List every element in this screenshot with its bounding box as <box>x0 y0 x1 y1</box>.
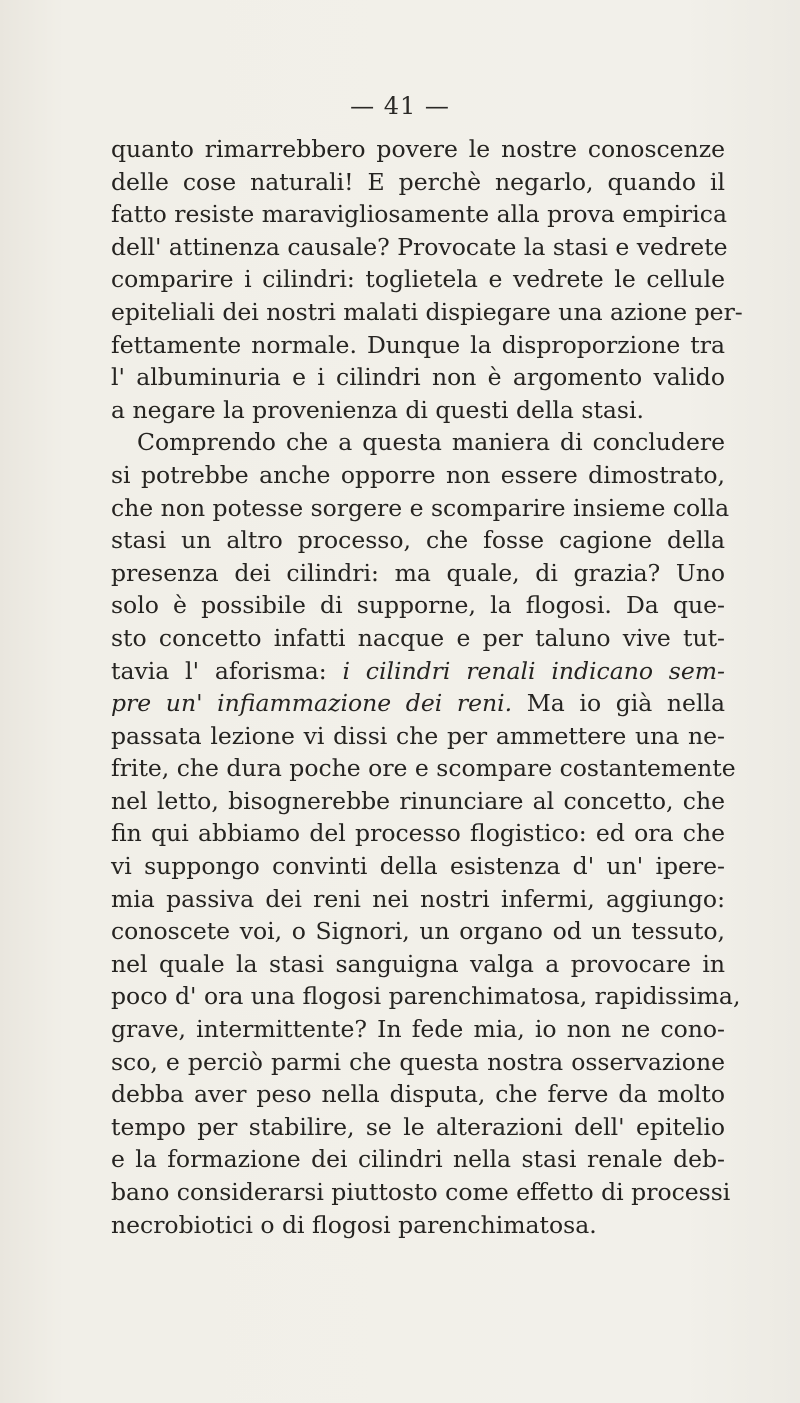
text-line: presenza dei cilindri: ma quale, di grazia? Uno <box>111 558 725 587</box>
text-line: sco, e perciò parmi che questa nostra osservazione <box>111 1047 725 1076</box>
text-line: comparire i cilindri: toglietela e vedrete le cellule <box>111 265 725 294</box>
text-line: conoscete voi, o Signori, un organo od un tessuto, <box>111 917 725 946</box>
text-line: grave, intermittente? In fede mia, io non ne cono- <box>111 1015 725 1044</box>
text-line: bano considerarsi piuttosto come effetto di processi <box>111 1178 731 1206</box>
text-line: dell' attinenza causale? Provocate la stasi e vedrete <box>111 232 728 261</box>
text-line: poco d' ora una flogosi parenchimatosa, rapidissima, <box>111 982 741 1011</box>
page-number: — 41 — <box>350 92 450 120</box>
text-line: vi suppongo convinti della esistenza d' un' ipere- <box>111 852 725 881</box>
aphorism-lead: tavia l' aforisma: <box>111 656 343 685</box>
text-line: solo è possibile di supporne, la flogosi. Da que- <box>111 591 725 620</box>
text-line: fettamente normale. Dunque la disproporzione tra <box>111 330 725 359</box>
text-line: sto concetto infatti nacque e per taluno vive tut- <box>111 623 725 652</box>
text-line: e la formazione dei cilindri nella stasi renale deb- <box>111 1145 725 1174</box>
text-line-aphorism <box>111 655 725 688</box>
text-line: tempo per stabilire, se le alterazioni dell' epitelio <box>111 1112 725 1141</box>
text-line: stasi un altro processo, che fosse cagione della <box>111 526 725 555</box>
paragraph-start-line: Comprendo che a questa maniera di concludere <box>137 428 725 457</box>
text-line: fin qui abbiamo del processo flogistico: ed ora che <box>111 819 725 848</box>
body-text <box>111 133 743 1241</box>
text-line: nel quale la stasi sanguigna valga a provocare in <box>111 949 725 978</box>
text-line: quanto rimarrebbero povere le nostre conoscenze <box>111 135 725 163</box>
text-line: debba aver peso nella disputa, che ferve da molto <box>111 1080 725 1109</box>
text-line: l' albuminuria e i cilindri non è argomento valido <box>111 363 725 392</box>
text-line: a negare la provenienza di questi della stasi. <box>111 395 644 424</box>
text-line: epiteliali dei nostri malati dispiegare una azione per- <box>111 297 743 326</box>
text-line-aphorism-end <box>111 687 725 720</box>
text-line: frite, che dura poche ore e scompare costantemente <box>111 754 736 783</box>
aphorism-text: i cilindri renali indicano sem- <box>342 656 725 685</box>
text-line: delle cose naturali! E perchè negarlo, quando il <box>111 167 725 196</box>
text-line: nel letto, bisognerebbe rinunciare al concetto, che <box>111 786 725 815</box>
text-line: necrobiotici o di flogosi parenchimatosa. <box>111 1210 597 1239</box>
aphorism-text-end: pre un' infiammazione dei reni. <box>111 689 513 718</box>
aphorism-follow: Ma io già nella <box>512 689 725 718</box>
text-line: passata lezione vi dissi che per ammettere una ne- <box>111 721 725 750</box>
text-line: si potrebbe anche opporre non essere dimostrato, <box>111 460 725 489</box>
text-line: fatto resiste maravigliosamente alla prova empirica <box>111 200 727 229</box>
text-line: che non potesse sorgere e scomparire insieme colla <box>111 493 730 522</box>
text-line: mia passiva dei reni nei nostri infermi, aggiungo: <box>111 884 725 913</box>
